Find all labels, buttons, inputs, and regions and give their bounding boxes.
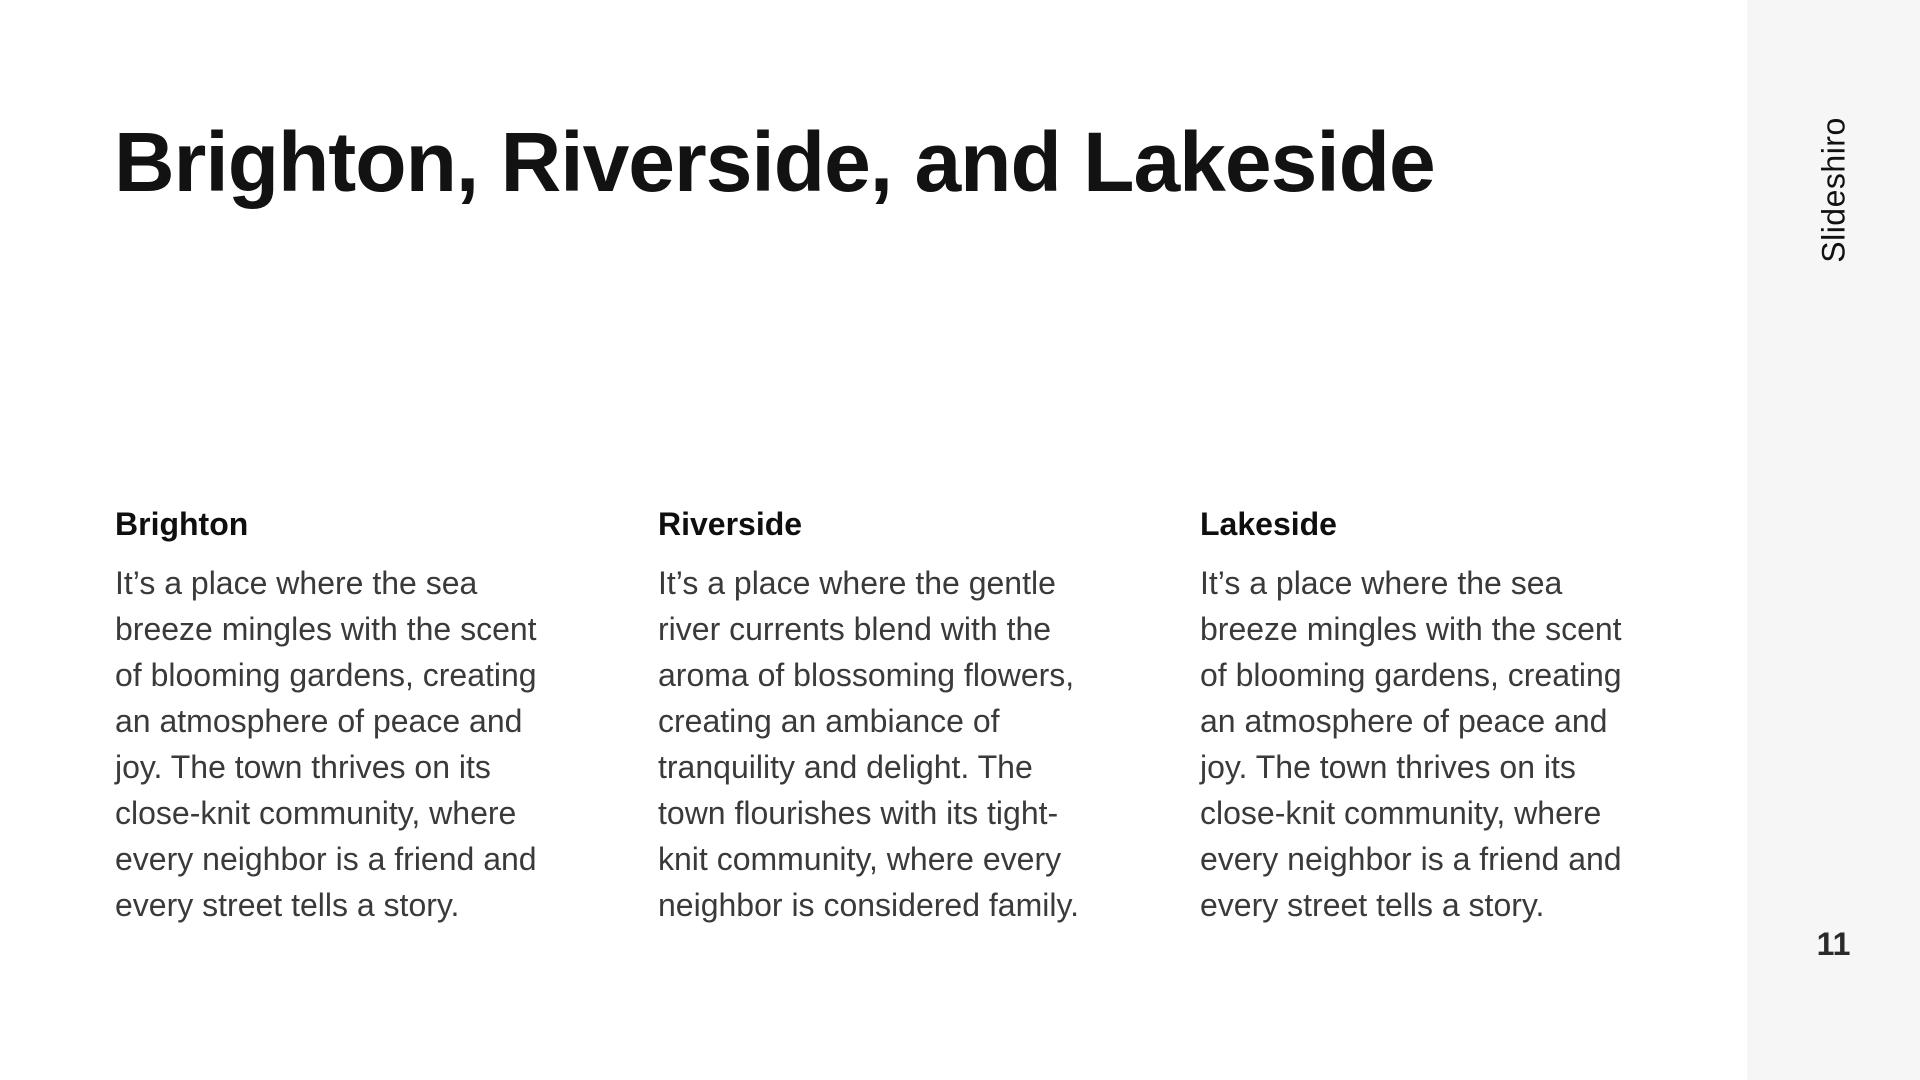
sidebar — [1747, 0, 1920, 1080]
brand-label: Slideshiro — [1815, 117, 1851, 263]
column-heading: Brighton — [115, 506, 249, 542]
column-brighton — [115, 500, 555, 928]
column-heading: Lakeside — [1200, 506, 1337, 542]
slide-title: Brighton, Riverside, and Lakeside — [114, 115, 1435, 209]
column-text: It’s a place where the sea breeze mingles with the scent of blooming gardens, creating an atmosphere of peace and joy. The town thrives on its close-knit community, where every neighbor is a friend and every street tells a story. — [1200, 565, 1622, 923]
column-text: It’s a place where the sea breeze mingles with the scent of blooming gardens, creating an atmosphere of peace and joy. The town thrives on its close-knit community, where every neighbor is a friend and every street tells a story. — [115, 565, 537, 923]
column-riverside — [658, 500, 1098, 928]
page-number: 11 — [1816, 926, 1851, 962]
column-text: It’s a place where the gentle river currents blend with the aroma of blossoming flowers, creating an ambiance of tranquility and delight. The town flourishes with its tight-knit community, where every neighbor is considered family. — [658, 565, 1079, 923]
column-lakeside — [1200, 500, 1640, 928]
column-heading: Riverside — [658, 506, 803, 542]
